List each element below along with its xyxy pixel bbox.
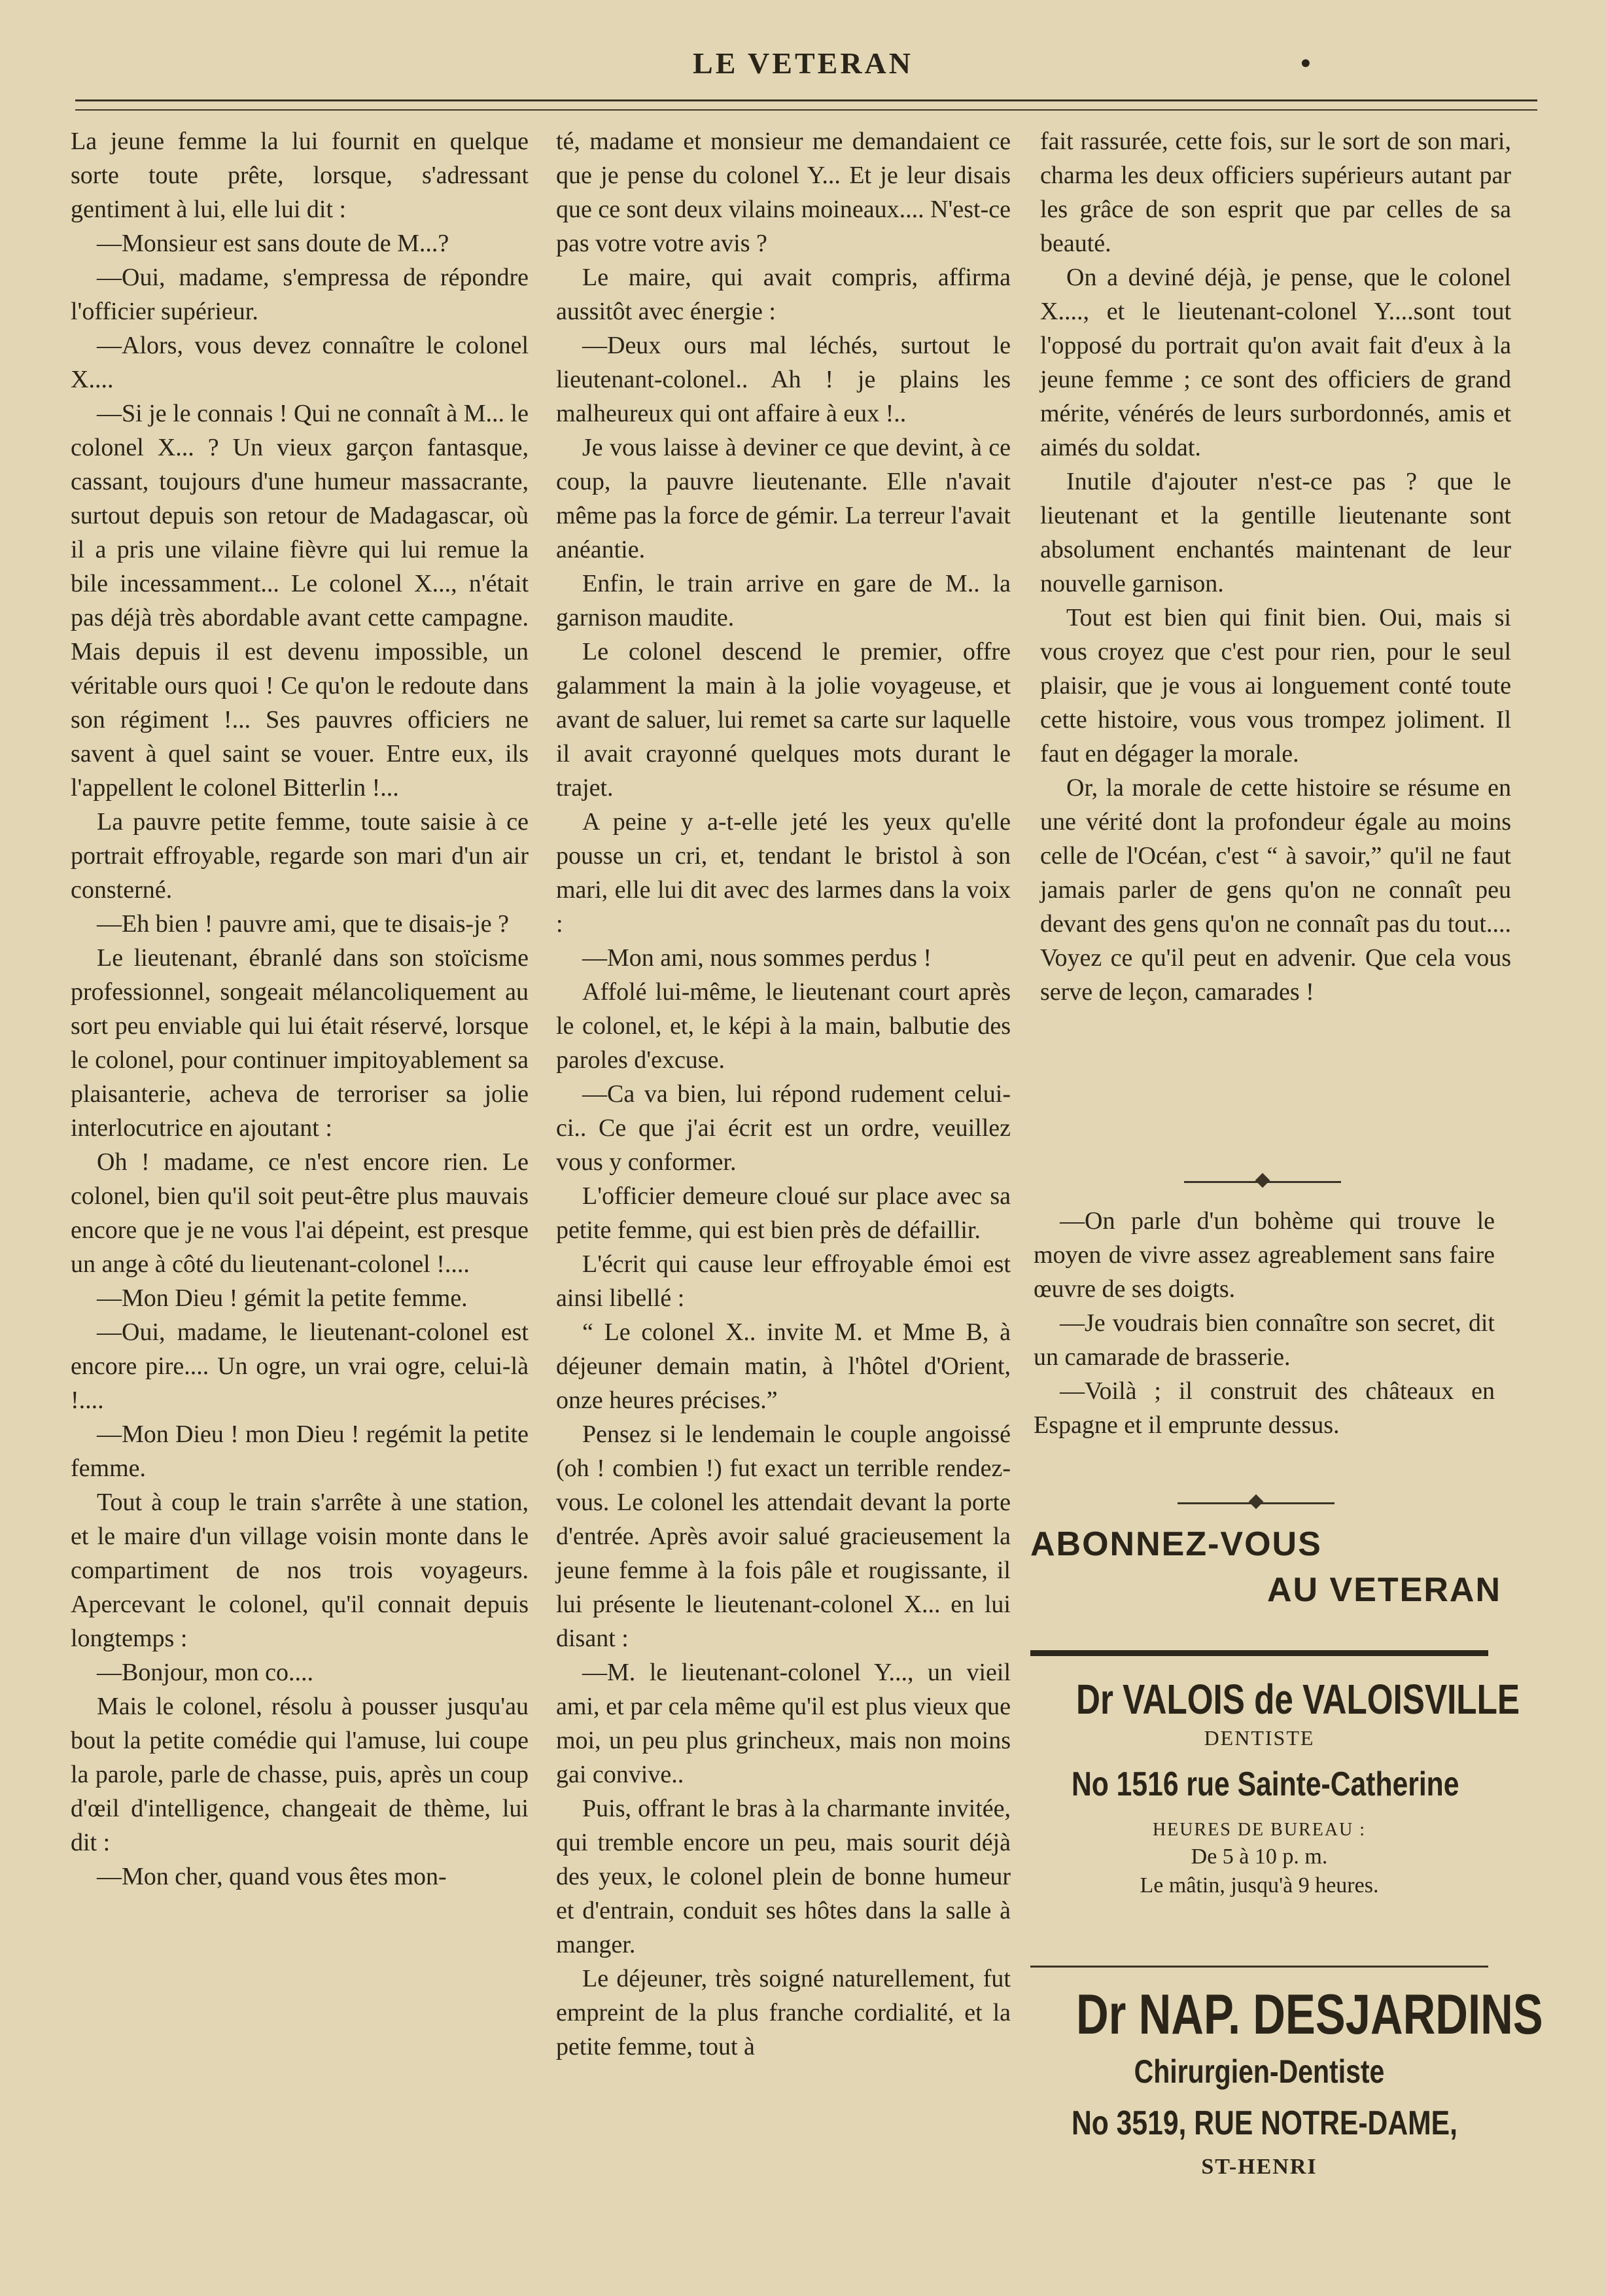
desjardins-ad [1030,1983,1543,2180]
valois-hours-2: Le mâtin, jusqu'à 9 heures. [1140,1873,1379,1898]
paragraph: Le colonel descend le premier, offre galamment la main à la jolie voyageuse, et avant de saluer, lui remet sa carte sur laquelle il avait crayonné quelques mots durant le trajet. [556,638,1011,802]
anecdote-boheme [1034,1204,1495,1442]
paragraph: Mais le colonel, résolu à pousser jusqu'au bout la petite comédie qui l'amuse, lui coupe la parole, parle de chasse, puis, après un coup d'œil d'intelligence, changeait de thème, lui dit : [71,1693,529,1856]
header-dot: • [1299,51,1313,77]
paragraph: —Je voudrais bien connaître son secret, dit un camarade de brasserie. [1034,1309,1495,1371]
ornament-divider-1 [1184,1181,1341,1184]
paragraph: A peine y a-t-elle jeté les yeux qu'elle pousse un cri, et, tendant le bristol à son mari, elle lui dit avec des larmes dans la voix : [556,808,1011,938]
paragraph: —Si je le connais ! Qui ne connaît à M... le colonel X... ? Un vieux garçon fantasque, cassant, toujours d'une humeur massacrante, surtout depuis son retour de Madagascar, où il a pris une vilaine fièvre qui lui remue la bile incessamment... Le colonel X..., n'était pas déjà très abordable avant cette campagne. Mais depuis il est devenu impossible, un véritable ours quoi ! Ce qu'on le redoute dans son régiment !... Ses pauvres officiers ne savent à quel saint se vouer. Entre eux, ils l'appellent le colonel Bitterlin !... [71,400,529,802]
paragraph: On a deviné déjà, je pense, que le colonel X...., et le lieutenant-colonel Y....sont tout l'opposé du portrait qu'on avait fait d'eux à la jeune femme ; ce sont des officiers de grand mérite, vénérés de leurs surbordonnés, amis et aimés du soldat. [1040,264,1511,461]
ad-thick-rule [1030,1650,1488,1656]
paragraph: Oh ! madame, ce n'est encore rien. Le colonel, bien qu'il soit peut-être plus mauvais encore que je ne vous l'ai dépeint, est presque un ange à côté du lieutenant-colonel !.... [71,1148,529,1278]
paragraph: —Eh bien ! pauvre ami, que te disais-je ? [97,910,509,938]
paragraph: Inutile d'ajouter n'est-ce pas ? que le lieutenant et la gentille lieutenante sont absolument enchantés maintenant de leur nouvelle garnison. [1040,468,1511,597]
paragraph: —Mon Dieu ! mon Dieu ! regémit la petite femme. [71,1421,529,1482]
valois-address: No 1516 rue Sainte-Catherine [1072,1765,1459,1803]
paragraph: Or, la morale de cette histoire se résume en une vérité dont la profondeur égale au moins celle de l'Océan, c'est “ à savoir,” qu'il ne faut jamais parler de gens qu'on ne connaît peu devant des gens qu'on ne connaît pas du tout.... Voyez ce qu'il peut en advenir. Que cela vous serve de leçon, camarades ! [1040,774,1511,1006]
paragraph: —Oui, madame, le lieutenant-colonel est encore pire.... Un ogre, un vrai ogre, celui-là !.... [71,1318,529,1414]
paragraph: Le lieutenant, ébranlé dans son stoïcisme professionnel, songeait mélancoliquement au sort peu enviable qui lui était réservé, lorsque le colonel, pour continuer impitoyablement sa plaisanterie, acheva de terroriser sa jolie interlocutrice en ajoutant : [71,944,529,1142]
paragraph: —Mon cher, quand vous êtes mon- [97,1863,447,1890]
paragraph: té, madame et monsieur me demandaient ce que je pense du colonel Y... Et je leur disais que ce sont deux vilains moineaux.... N'est-ce pas votre votre avis ? [556,128,1011,257]
paragraph: —Ca va bien, lui répond rudement celui-ci.. Ce que j'ai écrit est un ordre, veuillez vous y conformer. [556,1080,1011,1176]
paragraph: —M. le lieutenant-colonel Y..., un vieil ami, et par cela même qu'il est plus vieux que moi, un peu plus grincheux, mais non moins gai convive.. [556,1659,1011,1788]
paragraph: —Mon ami, nous sommes perdus ! [582,944,932,972]
valois-hours-label: HEURES DE BUREAU : [1152,1820,1367,1840]
article-column-2 [556,124,1011,2064]
article-column-3 [1040,124,1511,1009]
valois-title: DENTISTE [1204,1726,1315,1750]
paragraph: —Voilà ; il construit des châteaux en Espagne et il emprunte dessus. [1034,1377,1495,1439]
paragraph: Enfin, le train arrive en gare de M.. la garnison maudite. [556,570,1011,631]
paragraph: —Monsieur est sans doute de M...? [97,230,449,257]
paragraph: —Deux ours mal léchés, surtout le lieutenant-colonel.. Ah ! je plains les malheureux qui ont affaire à eux !.. [556,332,1011,427]
valois-name: Dr VALOIS de VALOISVILLE [1076,1676,1520,1723]
page-header-title: LE VETERAN [693,46,913,80]
paragraph: Le déjeuner, très soigné naturellement, fut empreint de la plus franche cordialité, et la petite femme, tout à [556,1965,1011,2060]
paragraph: Je vous laisse à deviner ce que devint, à ce coup, la pauvre lieutenante. Elle n'avait même pas la force de gémir. La terreur l'avait anéantie. [556,434,1011,563]
paragraph: —Oui, madame, s'empressa de répondre l'officier supérieur. [71,264,529,325]
paragraph: Pensez si le lendemain le couple angoissé (oh ! combien !) fut exact un terrible rendez-vous. Le colonel les attendait devant la porte d'entrée. Après avoir salué gracieusement la jeune femme à la fois pâle et rougissante, il lui présente le lieutenant-colonel X... en lui disant : [556,1421,1011,1652]
paragraph: Le maire, qui avait compris, affirma aussitôt avec énergie : [556,264,1011,325]
desjardins-title: Chirurgien-Dentiste [1134,2053,1385,2090]
header-double-rule [75,99,1537,111]
subscribe-ad [1030,1525,1501,1610]
ad-thin-rule [1030,1966,1488,1968]
paragraph: “ Le colonel X.. invite M. et Mme B, à déjeuner demain matin, à l'hôtel d'Orient, onze heures précises.” [556,1318,1011,1414]
desjardins-city: ST-HENRI [1201,2155,1318,2179]
paragraph: Tout à coup le train s'arrête à une station, et le maire d'un village voisin monte dans le compartiment de nos trois voyageurs. Apercevant le colonel, qu'il connait depuis longtemps : [71,1489,529,1652]
paragraph: fait rassurée, cette fois, sur le sort de son mari, charma les deux officiers supérieurs autant par les grâce de son esprit que par celles de sa beauté. [1040,128,1511,257]
subscribe-line-1: ABONNEZ-VOUS [1030,1525,1322,1563]
paragraph: Affolé lui-même, le lieutenant court après le colonel, et, le képi à la main, balbutie des paroles d'excuse. [556,978,1011,1074]
desjardins-name: Dr NAP. DESJARDINS [1076,1983,1543,2046]
subscribe-line-2: AU VETERAN [1266,1571,1501,1609]
ornament-divider-2 [1178,1502,1335,1505]
paragraph: Puis, offrant le bras à la charmante invitée, qui tremble encore un peu, mais sourit déjà des yeux, le colonel plein de bonne humeur et d'entrain, conduit ses hôtes dans la salle à manger. [556,1795,1011,1958]
valois-ad [1030,1675,1520,1898]
paragraph: La jeune femme la lui fournit en quelque sorte toute prête, lorsque, s'adressant gentiment à lui, elle lui dit : [71,128,529,223]
paragraph: —Alors, vous devez connaître le colonel X.... [71,332,529,393]
paragraph: —On parle d'un bohème qui trouve le moyen de vivre assez agreablement sans faire œuvre de ses doigts. [1034,1207,1495,1303]
paragraph: L'écrit qui cause leur effroyable émoi est ainsi libellé : [556,1250,1011,1312]
desjardins-address: No 3519, RUE NOTRE-DAME, [1072,2104,1458,2142]
paragraph: Tout est bien qui finit bien. Oui, mais si vous croyez que c'est pour rien, pour le seul plaisir, que je vous ai longuement conté toute cette histoire, vous vous trompez joliment. Il faut en dégager la morale. [1040,604,1511,768]
paragraph: —Bonjour, mon co.... [97,1659,313,1686]
article-column-1 [71,124,529,1894]
paragraph: L'officier demeure cloué sur place avec sa petite femme, qui est bien près de défaillir. [556,1182,1011,1244]
valois-hours-1: De 5 à 10 p. m. [1191,1845,1328,1869]
paragraph: La pauvre petite femme, toute saisie à ce portrait effroyable, regarde son mari d'un air consterné. [71,808,529,904]
paragraph: —Mon Dieu ! gémit la petite femme. [97,1284,468,1312]
